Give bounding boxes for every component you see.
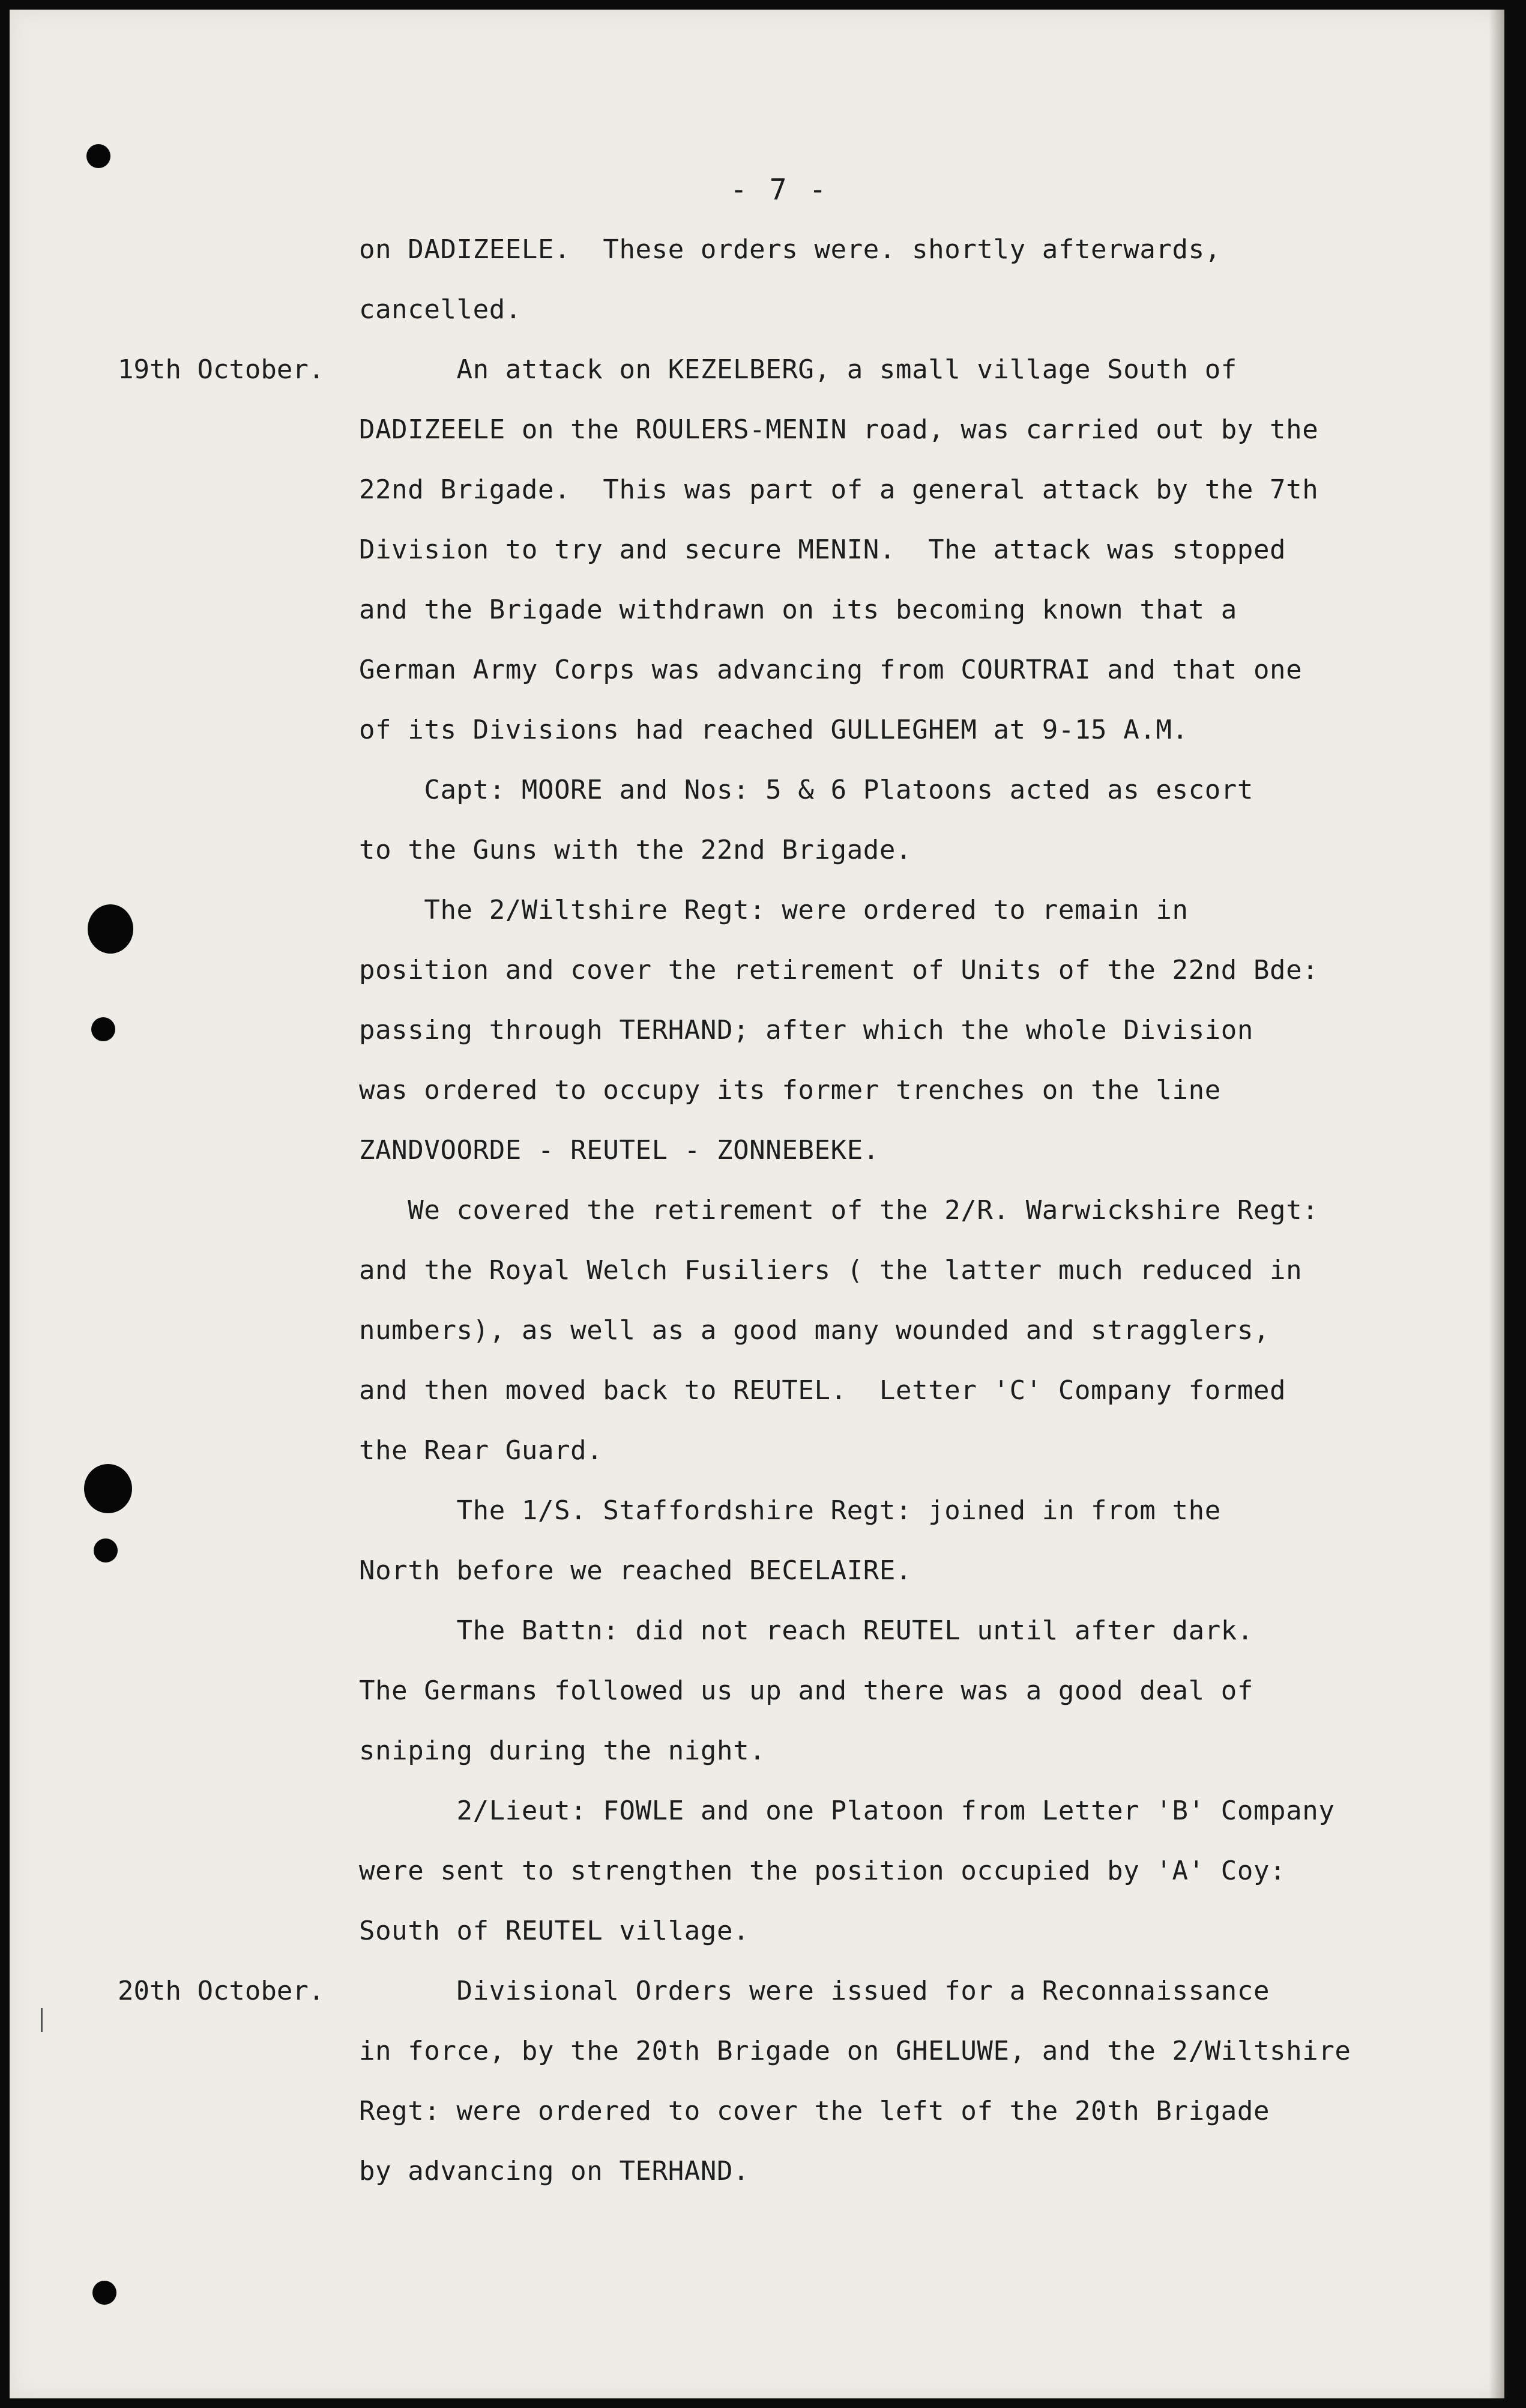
text-line: ZANDVOORDE - REUTEL - ZONNEBEKE.: [359, 1135, 879, 1166]
text-line: The 2/Wiltshire Regt: were ordered to remain in: [359, 895, 1189, 925]
page-edge-shadow: [1489, 10, 1504, 2398]
text-line: The Germans followed us up and there was a good deal of: [359, 1675, 1253, 1706]
text-line: North before we reached BECELAIRE.: [359, 1555, 912, 1586]
punch-hole: [92, 2281, 116, 2305]
text-line: Divisional Orders were issued for a Reconnaissance: [359, 1976, 1270, 2006]
text-line: 22nd Brigade. This was part of a general attack by the 7th: [359, 474, 1319, 505]
text-line: We covered the retirement of the 2/R. Warwickshire Regt:: [359, 1195, 1319, 1226]
text-line: were sent to strengthen the position occupied by 'A' Coy:: [359, 1856, 1286, 1886]
text-line: The Battn: did not reach REUTEL until after dark.: [359, 1615, 1253, 1646]
stray-mark: [41, 2008, 43, 2032]
text-line: Capt: MOORE and Nos: 5 & 6 Platoons acted as escort: [359, 775, 1253, 805]
text-line: South of REUTEL village.: [359, 1916, 750, 1946]
text-line: The 1/S. Staffordshire Regt: joined in from the: [359, 1495, 1221, 1526]
text-line: sniping during the night.: [359, 1735, 766, 1766]
document-page: [10, 10, 1504, 2398]
text-line: and then moved back to REUTEL. Letter 'C' Company formed: [359, 1375, 1286, 1406]
punch-hole: [88, 904, 133, 954]
text-line: numbers), as well as a good many wounded and stragglers,: [359, 1315, 1270, 1346]
text-line: Division to try and secure MENIN. The attack was stopped: [359, 534, 1286, 565]
text-line: on DADIZEELE. These orders were. shortly afterwards,: [359, 234, 1221, 265]
text-line: by advancing on TERHAND.: [359, 2156, 750, 2186]
punch-hole: [91, 1017, 115, 1041]
text-line: passing through TERHAND; after which the whole Division: [359, 1015, 1253, 1045]
text-line: 2/Lieut: FOWLE and one Platoon from Letter 'B' Company: [359, 1795, 1335, 1826]
punch-hole: [94, 1538, 118, 1562]
text-line: to the Guns with the 22nd Brigade.: [359, 835, 912, 865]
text-line: in force, by the 20th Brigade on GHELUWE, and the 2/Wiltshire: [359, 2036, 1351, 2066]
text-line: position and cover the retirement of Units of the 22nd Bde:: [359, 955, 1319, 985]
entry-date: 20th October.: [118, 1976, 325, 2006]
text-line: cancelled.: [359, 294, 522, 325]
text-line: and the Brigade withdrawn on its becoming known that a: [359, 594, 1237, 625]
text-line: Regt: were ordered to cover the left of the 20th Brigade: [359, 2096, 1270, 2126]
punch-hole: [84, 1464, 132, 1513]
entry-date: 19th October.: [118, 354, 325, 385]
text-line: An attack on KEZELBERG, a small village South of: [359, 354, 1237, 385]
text-line: was ordered to occupy its former trenches on the line: [359, 1075, 1221, 1106]
text-line: DADIZEELE on the ROULERS-MENIN road, was carried out by the: [359, 414, 1319, 445]
text-line: the Rear Guard.: [359, 1435, 603, 1466]
text-line: of its Divisions had reached GULLEGHEM at 9-15 A.M.: [359, 715, 1189, 745]
page-number: - 7 -: [730, 173, 829, 207]
text-line: German Army Corps was advancing from COURTRAI and that one: [359, 655, 1303, 685]
text-line: and the Royal Welch Fusiliers ( the latter much reduced in: [359, 1255, 1303, 1286]
punch-hole: [86, 144, 110, 168]
